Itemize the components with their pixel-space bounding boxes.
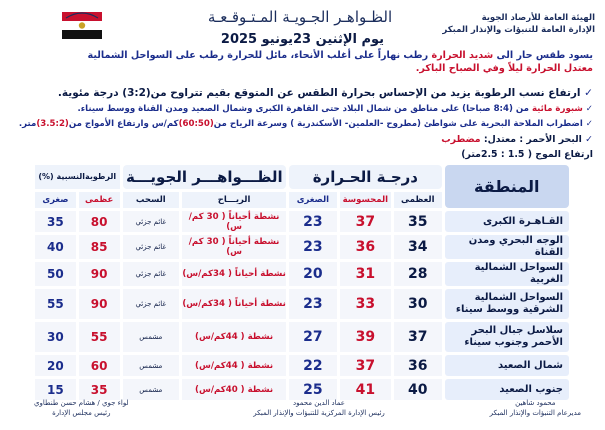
header-region: المنطقة (445, 165, 569, 208)
red-sea-note: ✓ البحر الأحمر : معتدل: مضطرب (441, 134, 593, 145)
feels-temp-cell: 37 (340, 355, 391, 376)
region-cell: سلاسل جبال البحر الأحمر وجنوب سيناء (445, 322, 569, 352)
clouds-cell: مشمس (123, 379, 180, 400)
signature-chairman: لواء جوي / هشام حسن طنطاوي رئيس مجلس الإدارة (34, 399, 129, 417)
header-humidity: الرطوبةالنسبية (%) (35, 165, 120, 189)
marine-note: ✓ اضطراب الملاحة البحرية على شواطئ (مطروح -العلمين- الأسكندرية ) وسرعة الرياح من(60:50)كم/س وارتفاع الأمواج من(3.5:2)متر. (18, 119, 593, 129)
fog-note: ✓ شبورة مائية من (8:4 صباحا) على مناطق من شمال البلاد حتى القاهرة الكبرى وشمال الصعيد ومدن القناة ووسط سيناء. (77, 104, 593, 114)
region-cell: الوجه البحري ومدن القناة (445, 235, 569, 259)
feels-temp-cell: 33 (340, 289, 391, 319)
min-temp-cell: 22 (289, 355, 337, 376)
wind-cell: نشطة أحياناً ( 30 كم/س) (182, 235, 286, 259)
max-temp-cell: 28 (394, 262, 442, 286)
min-temp-cell: 23 (289, 235, 337, 259)
clouds-cell: غائم جزئي (123, 289, 180, 319)
min-temp-cell: 20 (289, 262, 337, 286)
header-humidity-max: عظمى (79, 192, 120, 208)
header-wind: الريـــاح (182, 192, 286, 208)
summary-line-1: يسود طقس حار الى شديد الحرارة رطب نهاراً على أغلب الأنحاء، مائل للحرارة رطب على السواحل الشمالية (87, 50, 593, 61)
max-temp-cell: 35 (394, 211, 442, 232)
signature-central-director: عماد الدين محمود رئيس الإدارة المركزية للتنبؤات والإنذار المبكر (253, 399, 385, 417)
max-temp-cell: 34 (394, 235, 442, 259)
humidity-min-cell: 55 (35, 289, 76, 319)
humidity-note: ✓ ارتفاع نسب الرطوبة يزيد من الإحساس بحرارة الطقس عن المتوقع بقيم تتراوح من(3:2) درجة مئوية. (57, 87, 593, 99)
humidity-max-cell: 60 (79, 355, 120, 376)
feels-temp-cell: 36 (340, 235, 391, 259)
humidity-max-cell: 90 (79, 289, 120, 319)
header-clouds: السحب (123, 192, 180, 208)
organization-name: الهيئة العامة للأرصاد الجوية الإدارة العامة للتنبؤات والإنذار المبكر (442, 13, 595, 35)
wave-height-note: ارتفاع الموج ( 1.5 : 2.5متر) (461, 149, 593, 160)
region-cell: السواحل الشمالية الغربية (445, 262, 569, 286)
max-temp-cell: 30 (394, 289, 442, 319)
humidity-max-cell: 90 (79, 262, 120, 286)
wind-cell: نشطة أحياناً ( 34كم/س) (182, 289, 286, 319)
max-temp-cell: 37 (394, 322, 442, 352)
table-row (35, 355, 569, 376)
min-temp-cell: 23 (289, 289, 337, 319)
humidity-max-cell: 35 (79, 379, 120, 400)
min-temp-cell: 23 (289, 211, 337, 232)
humidity-min-cell: 40 (35, 235, 76, 259)
clouds-cell: مشمس (123, 322, 180, 352)
header-humidity-min: صغرى (35, 192, 76, 208)
feels-temp-cell: 31 (340, 262, 391, 286)
humidity-min-cell: 15 (35, 379, 76, 400)
humidity-min-cell: 30 (35, 322, 76, 352)
region-cell: السواحل الشمالية الشرقية ووسط سيناء (445, 289, 569, 319)
clouds-cell: غائم جزئي (123, 211, 180, 232)
feels-temp-cell: 37 (340, 211, 391, 232)
table-row (35, 379, 569, 400)
table-row (35, 262, 569, 286)
clouds-cell: غائم جزئي (123, 235, 180, 259)
min-temp-cell: 27 (289, 322, 337, 352)
header-phenomena: الظـــواهـــر الجويـــة (123, 165, 287, 189)
signatures (14, 398, 591, 422)
page-title: الظـواهـر الجـويـة المـتـوقـعـة (207, 8, 393, 26)
header-min-temp: الصغرى (289, 192, 337, 208)
signature-forecast-director: محمود شاهين مديرعام التنبؤات والإنذار المبكر (489, 399, 581, 417)
wind-cell: نشطة ( 44كم/س) (182, 322, 286, 352)
max-temp-cell: 40 (394, 379, 442, 400)
table-row (35, 211, 569, 232)
wind-cell: نشطة أحياناً ( 30 كم/س) (182, 211, 286, 232)
summary-line-2: معتدل الحرارة ليلاً وفي الصباح الباكر. (415, 63, 593, 74)
wind-cell: نشطة ( 40كم/س) (182, 379, 286, 400)
region-cell: جنوب الصعيد (445, 379, 569, 400)
humidity-min-cell: 35 (35, 211, 76, 232)
wind-cell: نشطة أحياناً ( 34كم/س) (182, 262, 286, 286)
max-temp-cell: 36 (394, 355, 442, 376)
humidity-max-cell: 55 (79, 322, 120, 352)
header-max-temp: العظمى (394, 192, 442, 208)
table-row (35, 289, 569, 319)
humidity-max-cell: 85 (79, 235, 120, 259)
humidity-min-cell: 20 (35, 355, 76, 376)
table-row (35, 322, 569, 352)
wind-cell: نشطة ( 44كم/س) (182, 355, 286, 376)
feels-temp-cell: 41 (340, 379, 391, 400)
forecast-table (32, 162, 572, 403)
region-cell: شمال الصعيد (445, 355, 569, 376)
clouds-cell: مشمس (123, 355, 180, 376)
header-feels-temp: المحسوسة (340, 192, 391, 208)
forecast-date: يوم الإثنين 23يونيو 2025 (220, 32, 385, 47)
region-cell: القـاهـرة الكبرى (445, 211, 569, 232)
min-temp-cell: 25 (289, 379, 337, 400)
humidity-min-cell: 50 (35, 262, 76, 286)
feels-temp-cell: 39 (340, 322, 391, 352)
header-temperature: درجـة الحـرارة (289, 165, 441, 189)
clouds-cell: غائم جزئي (123, 262, 180, 286)
table-row (35, 235, 569, 259)
humidity-max-cell: 80 (79, 211, 120, 232)
